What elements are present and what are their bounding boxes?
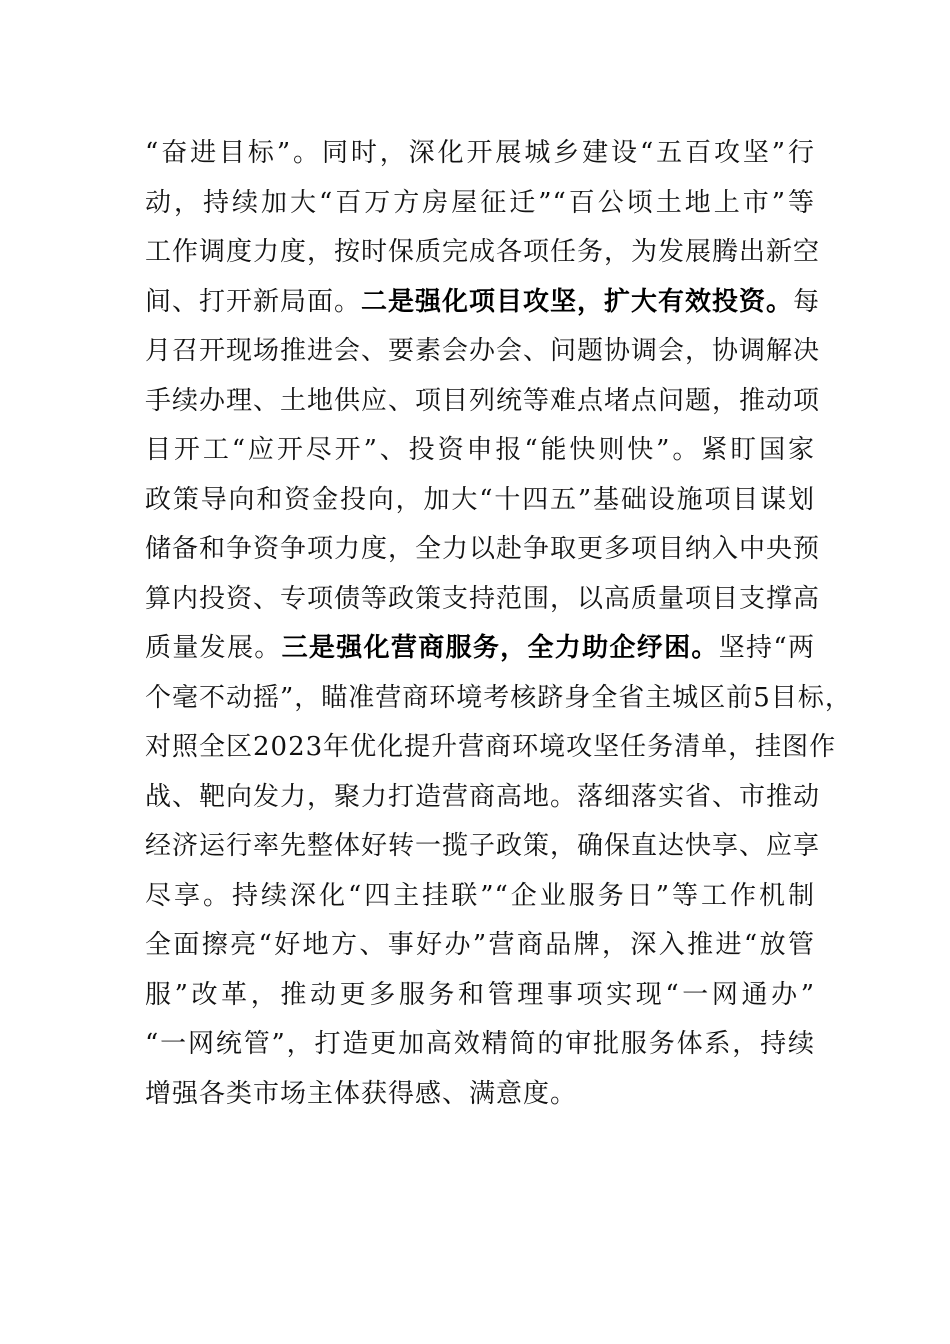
text-line xyxy=(145,425,815,475)
body-text-segment: 算内投资、专项债等政策支持范围，以高质量项目支撑高 xyxy=(145,583,821,614)
body-text-segment: 目开工“应开尽开”、投资申报“能快则快”。紧盯国家 xyxy=(145,435,815,465)
text-line xyxy=(145,376,821,426)
text-line xyxy=(145,128,815,178)
text-line xyxy=(145,524,821,574)
body-text-segment: “奋进目标”。同时，深化开展城乡建设“五百攻坚”行 xyxy=(145,138,815,168)
body-text-segment: 尽享。持续深化“四主挂联”“企业服务日”等工作机制 xyxy=(145,880,815,911)
text-line xyxy=(145,178,815,228)
text-line xyxy=(145,623,815,673)
text-line xyxy=(145,722,837,772)
body-text-segment: 动，持续加大“百万方房屋征迁”“百公顷土地上市”等 xyxy=(145,187,815,218)
bold-heading-text: 三是强化营商服务，全力助企纾困。 xyxy=(281,633,719,663)
text-line xyxy=(145,227,821,277)
text-line xyxy=(145,475,815,525)
text-line xyxy=(145,574,821,624)
text-line xyxy=(145,970,815,1020)
text-line xyxy=(145,772,821,822)
body-text-segment: 个毫不动摇”，瞄准营商环境考核跻身全省主城区前5目标， xyxy=(145,682,852,713)
text-line xyxy=(145,920,815,970)
body-text-segment: 服”改革，推动更多服务和管理事项实现“一网通办” xyxy=(145,979,815,1010)
body-text-segment: 每 xyxy=(793,286,821,317)
body-text-segment: 月召开现场推进会、要素会办会、问题协调会，协调解决 xyxy=(145,336,821,366)
bold-heading-text: 二是强化项目攻坚，扩大有效投资。 xyxy=(361,286,794,317)
text-line xyxy=(145,673,852,723)
body-text-segment: 手续办理、土地供应、项目列统等难点堵点问题，推动项 xyxy=(145,385,821,416)
text-line xyxy=(145,277,821,327)
body-text-segment: “一网统管”，打造更加高效精简的审批服务体系，持续 xyxy=(145,1029,815,1059)
body-text-segment: 坚持“两 xyxy=(718,633,815,663)
text-line xyxy=(145,821,821,871)
body-text-segment: 战、靶向发力，聚力打造营商高地。落细落实省、市推动 xyxy=(145,781,821,812)
body-text-segment: 质量发展。 xyxy=(145,633,282,663)
body-text-segment: 储备和争资争项力度，全力以赴争取更多项目纳入中央预 xyxy=(145,534,821,564)
text-line xyxy=(145,326,821,376)
body-text-segment: 政策导向和资金投向，加大“十四五”基础设施项目谋划 xyxy=(145,484,815,515)
text-line xyxy=(145,1019,815,1069)
body-text-segment: 全面擦亮“好地方、事好办”营商品牌，深入推进“放管 xyxy=(145,930,815,960)
text-line xyxy=(145,871,815,921)
body-text-segment: 对照全区2023年优化提升营商环境攻坚任务清单，挂图作 xyxy=(145,732,837,762)
body-text-segment: 间、打开新局面。 xyxy=(145,286,362,317)
text-line xyxy=(145,1069,815,1119)
body-text-segment: 工作调度力度，按时保质完成各项任务，为发展腾出新空 xyxy=(145,237,821,267)
body-text-segment: 增强各类市场主体获得感、满意度。 xyxy=(145,1078,578,1109)
body-text-segment: 经济运行率先整体好转一揽子政策，确保直达快享、应享 xyxy=(145,831,821,861)
